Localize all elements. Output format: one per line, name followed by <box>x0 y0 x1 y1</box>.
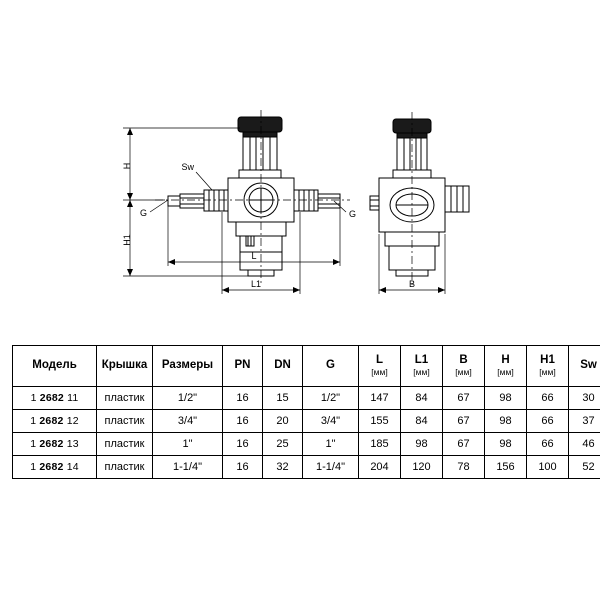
cell-dn: 32 <box>263 456 303 479</box>
cell-g: 3/4" <box>303 410 359 433</box>
cell-cover: пластик <box>97 433 153 456</box>
cell-l: 147 <box>359 387 401 410</box>
model-code: 2682 <box>39 438 64 450</box>
col-header-h1-label: H1 <box>540 354 555 366</box>
col-header-cover-label: Крышка <box>101 359 148 372</box>
cell-dn: 25 <box>263 433 303 456</box>
cell-size: 3/4" <box>153 410 223 433</box>
cell-b: 78 <box>443 456 485 479</box>
col-header-g <box>303 346 359 387</box>
model-code: 2682 <box>39 415 64 427</box>
col-header-h1-unit: [мм] <box>539 367 556 378</box>
col-header-cover <box>97 346 153 387</box>
cell-b: 67 <box>443 410 485 433</box>
col-header-pn <box>223 346 263 387</box>
cell-sw: 46 <box>569 433 600 456</box>
cell-dn: 20 <box>263 410 303 433</box>
cell-b: 67 <box>443 433 485 456</box>
col-header-model-label: Модель <box>32 359 77 372</box>
col-header-b-label: B <box>459 354 468 366</box>
col-header-b-unit: [мм] <box>455 367 472 378</box>
cell-l: 155 <box>359 410 401 433</box>
dim-label-G-right: G <box>349 209 357 219</box>
cell-h1: 66 <box>527 410 569 433</box>
col-header-l1 <box>401 346 443 387</box>
table-row <box>13 387 600 410</box>
dim-label-Sw: Sw <box>181 162 194 172</box>
model-prefix: 1 <box>30 415 37 427</box>
dim-label-G-left: G <box>139 208 147 218</box>
cell-l: 185 <box>359 433 401 456</box>
model-prefix: 1 <box>30 392 37 404</box>
col-header-l-label: L <box>375 354 384 366</box>
cell-l1: 84 <box>401 387 443 410</box>
col-header-l-unit: [мм] <box>371 367 388 378</box>
col-header-h-unit: [мм] <box>497 367 514 378</box>
col-header-sw-label: Sw <box>580 359 597 372</box>
cell-g: 1" <box>303 433 359 456</box>
dim-label-B: B <box>408 279 416 289</box>
col-header-b <box>443 346 485 387</box>
cell-cover: пластик <box>97 456 153 479</box>
model-suffix: 12 <box>66 415 79 427</box>
cell-model <box>13 456 97 479</box>
cell-pn: 16 <box>223 433 263 456</box>
model-prefix: 1 <box>30 461 37 473</box>
col-header-pn-label: PN <box>234 359 251 372</box>
front-view <box>122 110 356 294</box>
dim-label-H: H <box>122 162 132 170</box>
dim-label-L1: L1 <box>250 279 262 289</box>
cell-sw: 37 <box>569 410 600 433</box>
col-header-sw <box>569 346 600 387</box>
col-header-size-label: Размеры <box>161 359 214 372</box>
col-header-l1-label: L1 <box>414 354 429 366</box>
table-header-row <box>13 346 600 387</box>
cell-h: 98 <box>485 387 527 410</box>
col-header-size <box>153 346 223 387</box>
table-row <box>13 456 600 479</box>
model-prefix: 1 <box>30 438 37 450</box>
side-view <box>370 112 469 294</box>
cell-h: 98 <box>485 410 527 433</box>
model-suffix: 11 <box>67 392 79 404</box>
cell-pn: 16 <box>223 410 263 433</box>
cell-cover: пластик <box>97 387 153 410</box>
cell-cover: пластик <box>97 410 153 433</box>
cell-sw: 52 <box>569 456 600 479</box>
cell-dn: 15 <box>263 387 303 410</box>
cell-model <box>13 433 97 456</box>
col-header-h <box>485 346 527 387</box>
cell-h: 98 <box>485 433 527 456</box>
cell-h: 156 <box>485 456 527 479</box>
cell-h1: 100 <box>527 456 569 479</box>
col-header-dn <box>263 346 303 387</box>
cell-b: 67 <box>443 387 485 410</box>
cell-size: 1-1/4" <box>153 456 223 479</box>
col-header-h1 <box>527 346 569 387</box>
dim-label-L: L <box>251 251 257 261</box>
cell-h1: 66 <box>527 387 569 410</box>
dim-label-H1: H1 <box>122 234 132 246</box>
model-suffix: 13 <box>66 438 79 450</box>
cell-size: 1" <box>153 433 223 456</box>
cell-l: 204 <box>359 456 401 479</box>
cell-g: 1-1/4" <box>303 456 359 479</box>
cell-pn: 16 <box>223 456 263 479</box>
col-header-g-label: G <box>326 359 335 372</box>
cell-pn: 16 <box>223 387 263 410</box>
model-suffix: 14 <box>66 461 79 473</box>
model-code: 2682 <box>39 392 64 404</box>
cell-g: 1/2" <box>303 387 359 410</box>
cell-model <box>13 410 97 433</box>
col-header-l <box>359 346 401 387</box>
col-header-h-label: H <box>501 354 510 366</box>
cell-sw: 30 <box>569 387 600 410</box>
cell-model <box>13 387 97 410</box>
table-row <box>13 410 600 433</box>
cell-l1: 98 <box>401 433 443 456</box>
cell-l1: 120 <box>401 456 443 479</box>
cell-size: 1/2" <box>153 387 223 410</box>
model-code: 2682 <box>39 461 64 473</box>
col-header-l1-unit: [мм] <box>413 367 430 378</box>
col-header-model <box>13 346 97 387</box>
spec-table-container <box>12 345 597 479</box>
spec-table <box>12 345 600 479</box>
table-row <box>13 433 600 456</box>
cell-h1: 66 <box>527 433 569 456</box>
cell-l1: 84 <box>401 410 443 433</box>
col-header-dn-label: DN <box>274 359 291 372</box>
